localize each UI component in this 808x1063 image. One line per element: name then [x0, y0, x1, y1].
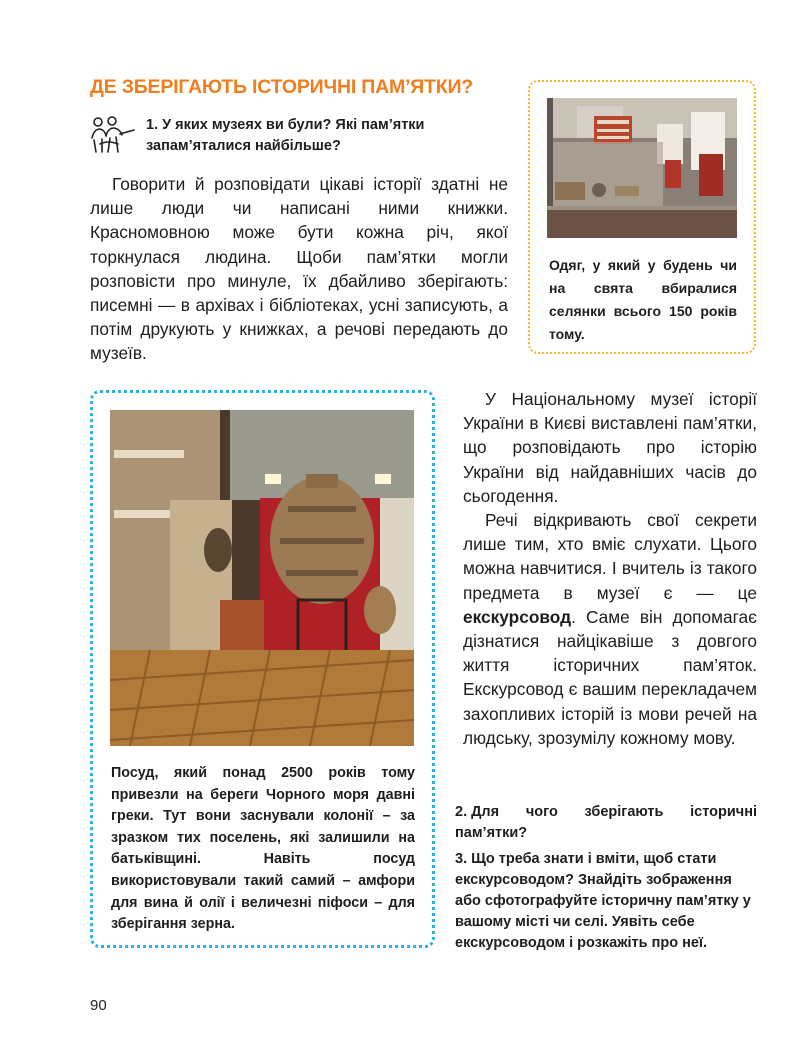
task-1-number: 1. — [146, 117, 159, 133]
task-2-number: 2. — [455, 804, 468, 820]
guide-text-after: . Саме він допомагає дізнатися найцікавіше з довгого життя історичних пам’яток. Екскурсовод є вашим перекладачем захопливих історій із мови речей на людську, зрозумілу кожному мову. — [463, 606, 757, 748]
page-number: 90 — [90, 997, 107, 1014]
intro-paragraph: Говорити й розповідати цікаві історії здатні не лише люди чи написані ними книжки. Красномовною може бути кожна річ, якої торкнулася людина. Щоби пам’ятки могли розповісти про минуле, їх дбайливо зберігають: писемні — в архівах і бібліотеках, усні записують, а потім друкують у книжках, а речові передають до музеїв. — [90, 174, 508, 364]
task-2-question — [455, 802, 757, 844]
task-2-text: Для чого зберігають історичні пам’ятки? — [455, 804, 757, 841]
task-3-text: Що треба знати і вміти, щоб стати екскурсоводом? Знайдіть зображення або сфотографуйте історичну пам’ятку у вашому місті чи селі. Уявіть себе екскурсоводом і розкажіть про неї. — [455, 851, 751, 951]
museum-clothing-photo — [547, 98, 737, 238]
task-3-number: 3. — [455, 851, 468, 867]
guide-text-before: Речі відкривають свої секрети лише тим, хто вміє слухати. Цього можна навчитися. І вчитель із такого предмета в музеї є — це — [463, 510, 757, 603]
clothing-caption: Одяг, у який у будень чи на свята вбиралися селянки всього 150 років тому. — [549, 257, 737, 342]
task-1-question — [146, 115, 508, 157]
amphora-caption: Посуд, який понад 2500 років тому привезли на береги Чорного моря давні греки. Тут вони заснували колонії – за зразком тих поселень, які залишили на батьківщині. Навіть посуд використовували такий самий – амфори для вина й олії і величезні піфоси – для зберігання зерна. — [111, 765, 415, 933]
group-discussion-icon — [90, 114, 136, 156]
task-1-text: У яких музеях ви були? Які пам’ятки запам’яталися найбільше? — [146, 117, 425, 154]
guide-paragraph — [463, 508, 757, 750]
guide-term: екскурсовод — [463, 606, 572, 627]
page-title: ДЕ ЗБЕРІГАЮТЬ ІСТОРИЧНІ ПАМ’ЯТКИ? — [90, 76, 474, 98]
task-3-question — [455, 849, 757, 954]
museum-text-column — [463, 387, 757, 750]
museum-paragraph: У Національному музеї історії України в Києві виставлені пам’ятки, що розповідають про історію України від найдавніших часів до сьогодення. — [463, 389, 757, 506]
museum-amphora-photo — [110, 410, 414, 746]
